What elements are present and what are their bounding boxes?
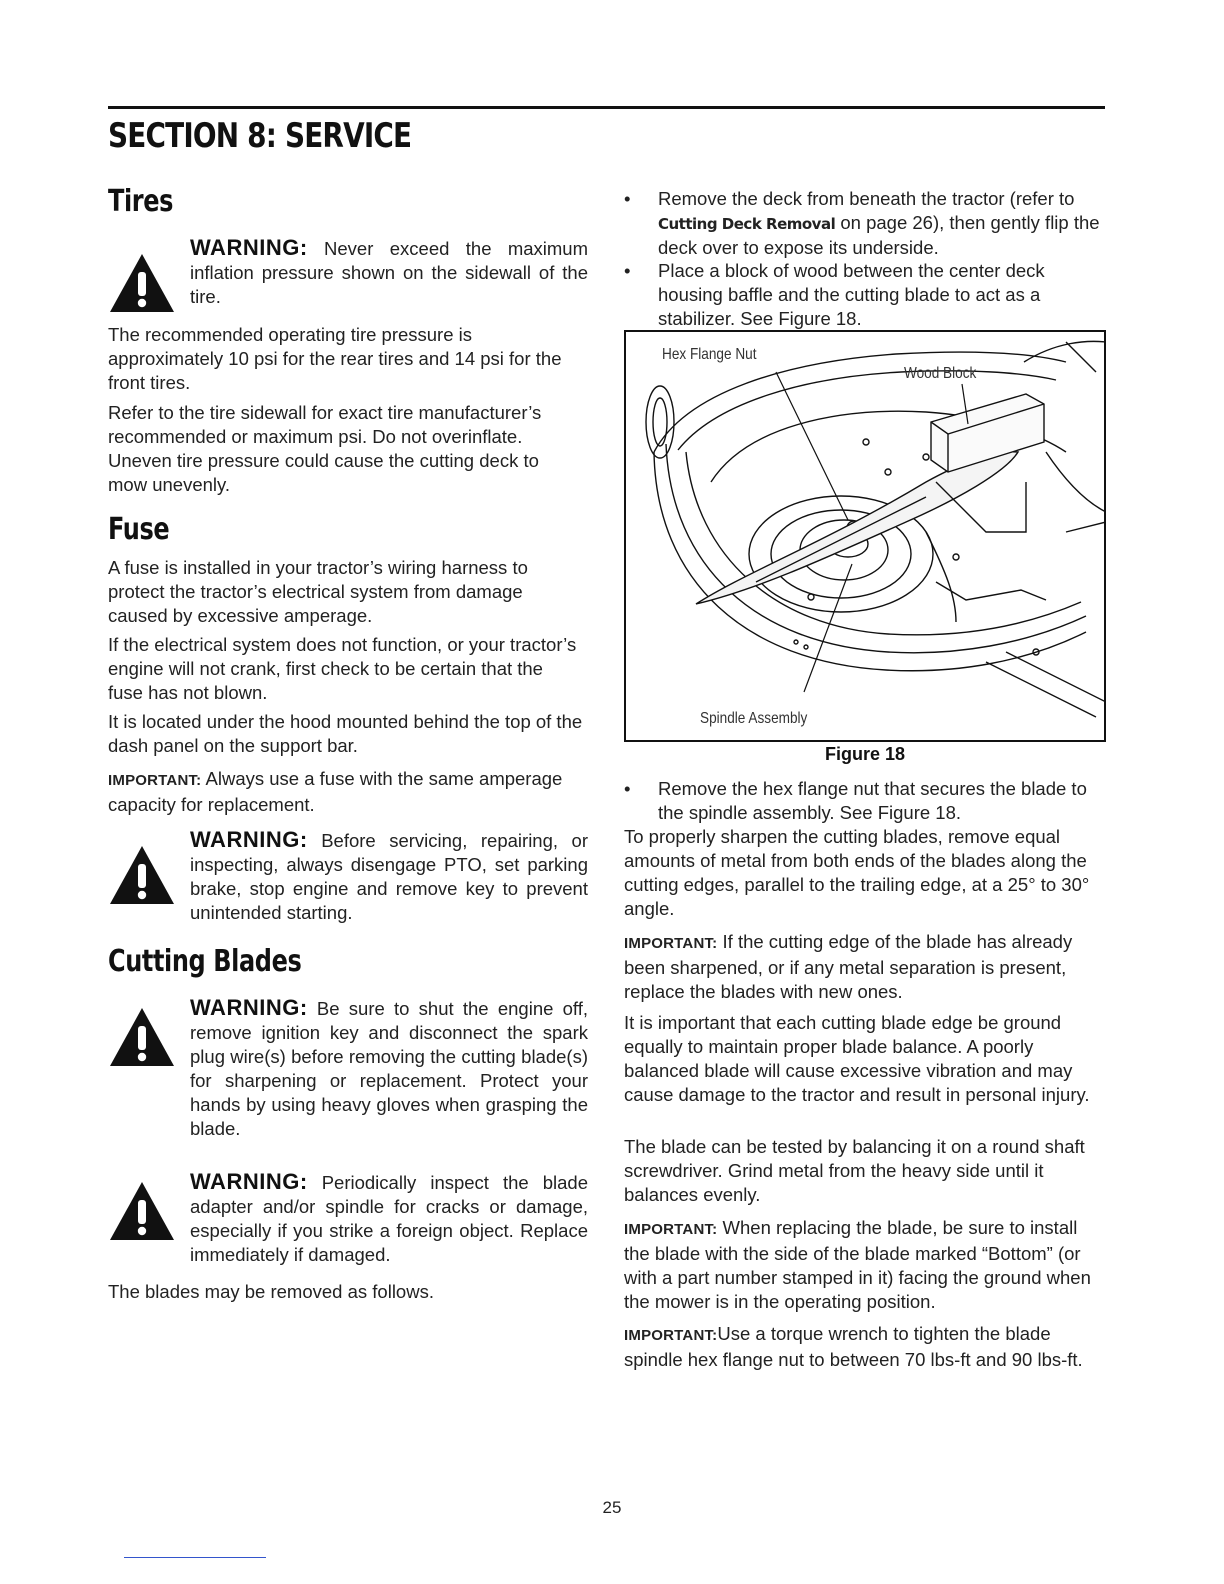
sharpen-para: To properly sharpen the cutting blades, remove equal amounts of metal from both ends of the blades along the cutting edges, parallel to the trailing edge, at a 25° to 30° angle. — [624, 826, 1090, 919]
important-text: Use a torque wrench to tighten the blade spindle hex flange nut to between 70 lbs-ft and 90 lbs-ft. — [624, 1323, 1083, 1370]
bullet-text — [658, 187, 1108, 260]
fuse-heading: Fuse — [108, 512, 170, 547]
important-label: IMPORTANT: — [624, 1327, 718, 1344]
balance-para: It is important that each cutting blade edge be ground equally to maintain proper blade balance. A poorly balanced blade will cause excessive vibration and may cause damage to the tractor and result in personal injury. — [624, 1012, 1090, 1105]
warning-body: Never exceed the maximum inflation pressure shown on the sidewall of the tire. — [190, 238, 589, 307]
cutting-blades-heading: Cutting Blades — [108, 944, 302, 979]
warning-icon — [108, 844, 176, 906]
bullet-text: Place a block of wood between the center deck housing baffle and the cutting blade to act as a stabilizer. See Figure 18. — [658, 260, 1045, 329]
label-hex-flange-nut: Hex Flange Nut — [662, 346, 757, 363]
important-label: IMPORTANT: — [108, 772, 202, 789]
warning-body: Periodically inspect the blade adapter and/or spindle for cracks or damage, especially if you strike a foreign object. Replace immediately if damaged. — [190, 1172, 589, 1265]
page-number: 25 — [602, 1498, 622, 1517]
fuse-para-3: It is located under the hood mounted behind the top of the dash panel on the support bar. — [108, 711, 583, 756]
bullet-text-pre: Remove the deck from beneath the tractor (refer to — [658, 188, 1075, 209]
label-wood-block: Wood Block — [904, 365, 977, 382]
important-sharpened — [624, 930, 1108, 1004]
bullet-remove-deck — [624, 187, 1108, 259]
blades-warning-1-text — [190, 996, 588, 1141]
warning-icon — [108, 252, 176, 314]
fuse-warning-text — [190, 828, 588, 925]
important-text: When replacing the blade, be sure to install the blade with the side of the blade marked “Bottom” (or with a part number stamped in it) facing the ground when the mower is in the operating position. — [624, 1217, 1091, 1312]
important-text: If the cutting edge of the blade has already been sharpened, or if any metal separation is present, replace the blades with new ones. — [624, 931, 1073, 1002]
warning-label: WARNING: — [190, 235, 308, 260]
tires-heading: Tires — [108, 184, 173, 219]
important-label: IMPORTANT: — [624, 1221, 718, 1238]
warning-label: WARNING: — [190, 995, 308, 1020]
blades-closing: The blades may be removed as follows. — [108, 1281, 434, 1302]
important-replacing — [624, 1216, 1108, 1314]
warning-body: Before servicing, repairing, or inspecting, always disengage PTO, set parking brake, stop engine and remove key to prevent unintended starting. — [190, 830, 588, 923]
section-title: SECTION 8: SERVICE — [108, 116, 412, 156]
tires-para-2: Refer to the tire sidewall for exact tire manufacturer’s recommended or maximum psi. Do not overinflate. Uneven tire pressure could cause the cutting deck to mow unevenly. — [108, 402, 542, 495]
fuse-para-2: If the electrical system does not function, or your tractor’s engine will not crank, first check to be certain that the fuse has not blown. — [108, 634, 577, 703]
bullet-dot: • — [624, 778, 631, 799]
fuse-para-1: A fuse is installed in your tractor’s wiring harness to protect the tractor’s electrical system from damage caused by excessive amperage. — [108, 557, 528, 626]
warning-icon — [108, 1006, 176, 1068]
bullet-dot: • — [624, 260, 631, 281]
bullet-wood-block — [624, 259, 1108, 331]
warning-body: Be sure to shut the engine off, remove ignition key and disconnect the spark plug wire(s) before removing the cutting blade(s) for sharpening or replacement. Protect your hands by using heavy gloves when grasping the blade. — [190, 998, 589, 1139]
tires-warning-text — [190, 236, 588, 309]
fuse-important — [108, 767, 578, 817]
warning-label: WARNING: — [190, 1169, 308, 1194]
cutting-deck-removal-ref: Cutting Deck Removal — [658, 215, 836, 233]
bullet-dot: • — [624, 188, 631, 209]
blades-warning-2-text — [190, 1170, 588, 1267]
bullet-text: Remove the hex flange nut that secures the blade to the spindle assembly. See Figure 18. — [658, 778, 1087, 823]
figure-caption: Figure 18 — [824, 744, 906, 764]
test-para: The blade can be tested by balancing it on a round shaft screwdriver. Grind metal from the heavy side until it balances evenly. — [624, 1136, 1085, 1205]
top-rule — [108, 106, 1105, 109]
tires-para-1: The recommended operating tire pressure is approximately 10 psi for the rear tires and 14 psi for the front tires. — [108, 324, 562, 393]
mower-deck-illustration — [626, 332, 1106, 742]
important-torque — [624, 1322, 1108, 1372]
bullet-text-post: on page 26), then gently flip the deck over to expose its underside. — [658, 212, 1100, 258]
figure-18 — [624, 330, 1106, 742]
warning-icon — [108, 1180, 176, 1242]
label-spindle-assembly: Spindle Assembly — [700, 710, 808, 727]
important-text: Always use a fuse with the same amperage capacity for replacement. — [108, 768, 563, 815]
warning-label: WARNING: — [190, 827, 308, 852]
footer-line — [124, 1557, 266, 1558]
bullet-remove-nut — [624, 777, 1108, 825]
important-label: IMPORTANT: — [624, 935, 718, 952]
